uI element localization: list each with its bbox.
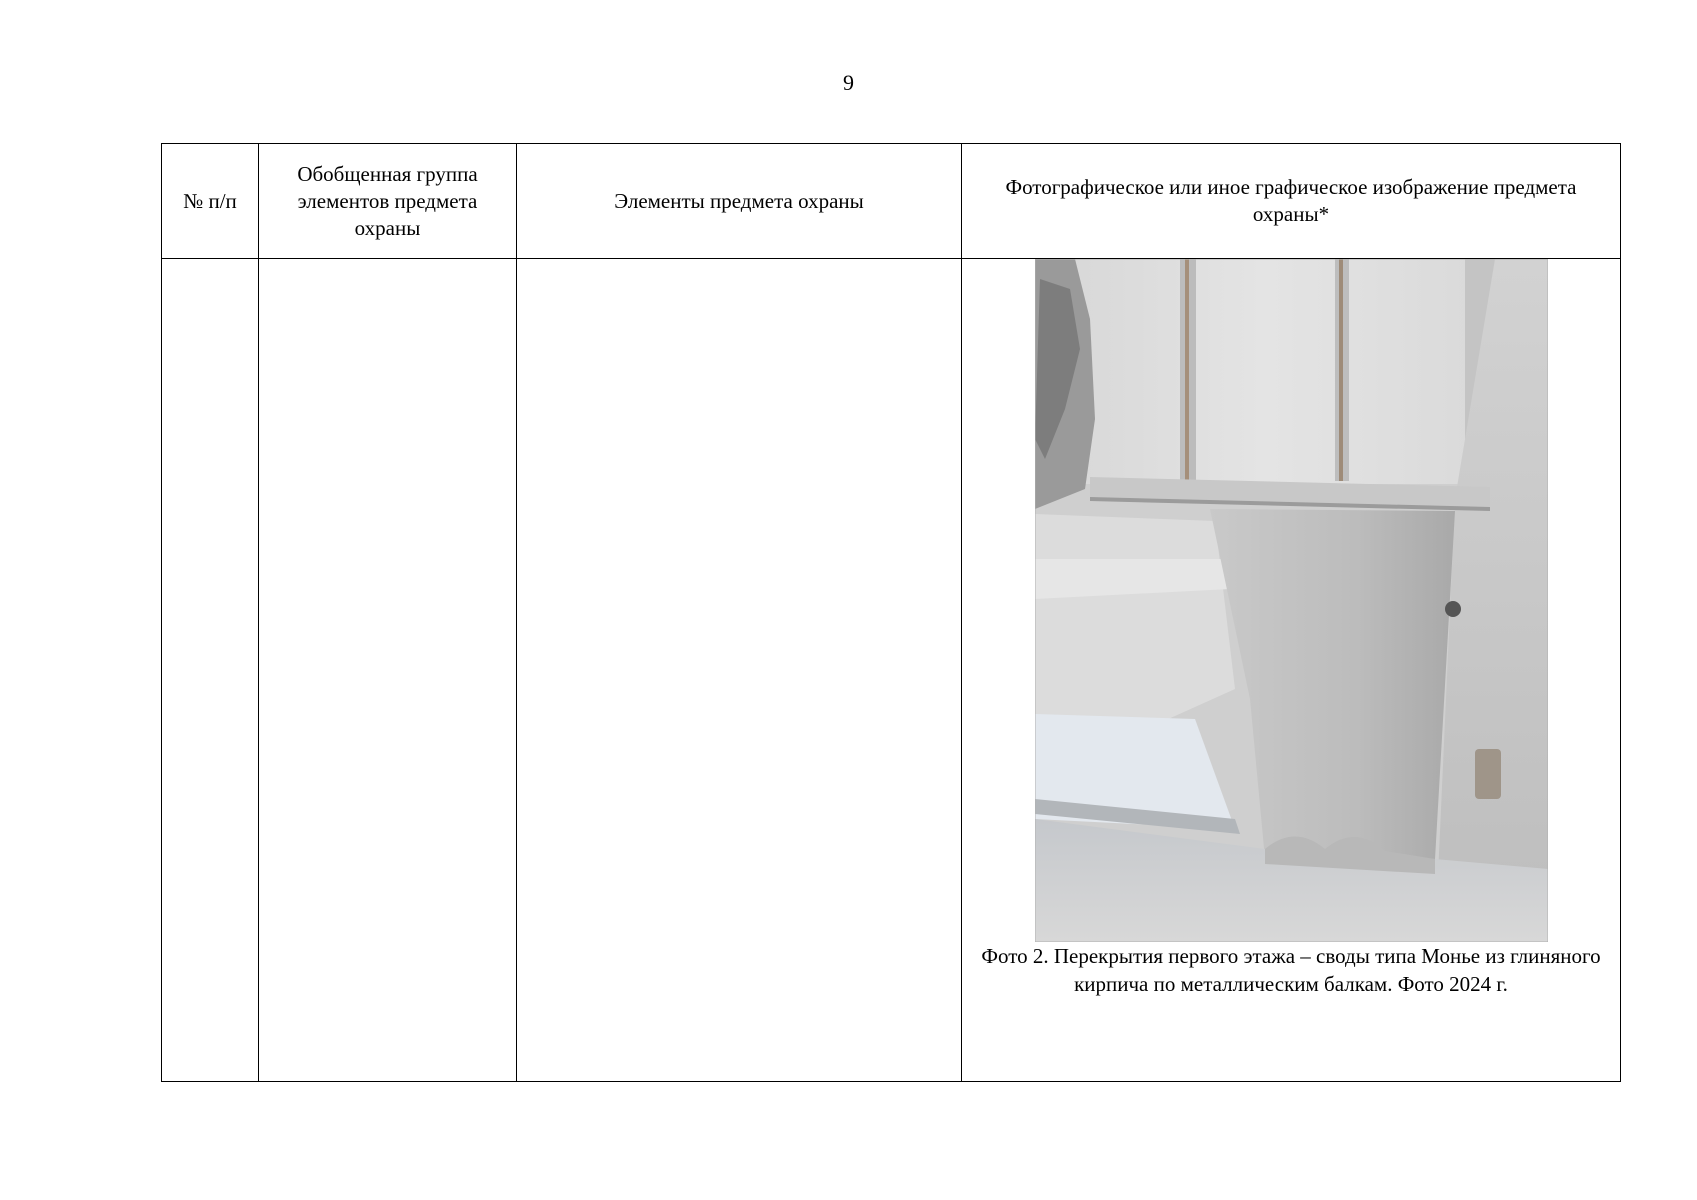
cell-group — [259, 259, 517, 1082]
protection-subject-table — [161, 143, 1621, 1082]
header-elements: Элементы предмета охраны — [517, 144, 962, 259]
ceiling-vault-photo — [1035, 259, 1548, 942]
cell-photo — [962, 259, 1621, 1082]
cell-number — [162, 259, 259, 1082]
header-group: Обобщенная группа элементов предмета охраны — [259, 144, 517, 259]
table-row — [162, 259, 1621, 1082]
header-photo: Фотографическое или иное графическое изображение предмета охраны* — [962, 144, 1621, 259]
page-number: 9 — [843, 70, 854, 95]
photo-caption: Фото 2. Перекрытия первого этажа – своды типа Монье из глиняного кирпича по металлическим балкам. Фото 2024 г. — [981, 944, 1601, 996]
table-header-row — [162, 144, 1621, 259]
cell-elements — [517, 259, 962, 1082]
header-number: № п/п — [162, 144, 259, 259]
